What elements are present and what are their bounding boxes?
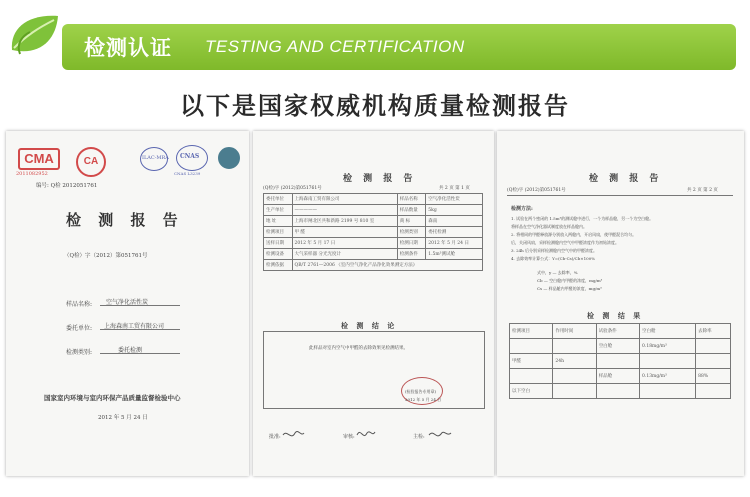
table-cell: 检测项目 xyxy=(264,227,293,238)
result-cell xyxy=(553,369,596,384)
page-headline: 以下是国家权威机构质量检测报告 xyxy=(180,92,570,120)
table-cell: 生产单位 xyxy=(264,205,293,216)
result-cell xyxy=(696,339,731,354)
result-cell xyxy=(640,384,696,399)
result-cell: 88% xyxy=(696,369,731,384)
info-table-row xyxy=(264,260,483,271)
cover-title: 检 测 报 告 xyxy=(66,211,184,229)
table-cell: 送样日期 xyxy=(264,238,293,249)
report-page2-image xyxy=(497,131,744,476)
result-cell: 0.18mg/m³ xyxy=(640,339,696,354)
formula-var-line: Cs — 样品舱内甲醛的浓度，mg/m³ xyxy=(537,286,602,291)
table-cell: 商 标 xyxy=(397,216,426,227)
table-cell: 5kg xyxy=(426,205,483,216)
table-cell: 检测类别 xyxy=(397,227,426,238)
client-label: 委托单位: xyxy=(66,325,93,332)
result-cell: 甲醛 xyxy=(510,354,553,369)
table-cell: 上海市闸北区共和新路 2199 号 810 室 xyxy=(292,216,397,227)
formula-var-line: Cb — 空白舱内甲醛的浓度，mg/m³ xyxy=(537,278,603,283)
conclusion-box xyxy=(263,331,485,409)
cnas-code: CNAS L3239 xyxy=(174,171,201,176)
table-cell: ————— xyxy=(292,205,397,216)
result-cell xyxy=(596,354,639,369)
p2-head-left: (Q检)字 (2012)第051761号 xyxy=(507,188,566,193)
sample-line xyxy=(100,305,180,306)
formula-vars xyxy=(537,269,602,293)
table-cell: 地 址 xyxy=(264,216,293,227)
banner-title-en: TESTING AND CERTIFICATION xyxy=(205,37,465,56)
client-value: 上海森南工贸有限公司 xyxy=(104,323,165,330)
result-cell xyxy=(553,339,596,354)
type-line xyxy=(100,353,180,354)
conclusion-title: 检 测 结 论 xyxy=(341,321,398,330)
table-cell: 检测依据 xyxy=(264,260,293,271)
table-cell: 样品数量 xyxy=(397,205,426,216)
table-cell: 委托检测 xyxy=(426,227,483,238)
table-cell: QB/T 2761—2006 《室内空气净化产品净化效果测定方法》 xyxy=(292,260,482,271)
info-table-row xyxy=(264,216,483,227)
stamp-text: (检验报告专用章) xyxy=(405,389,437,394)
method-line: 2. 将相同的甲醛释放源分别放入两舱内，开启风扇，使甲醛混合均匀。 xyxy=(511,232,637,237)
result-cell: 24h xyxy=(553,354,596,369)
result-table xyxy=(509,323,731,399)
type-value: 委托检测 xyxy=(118,347,143,354)
ilac-text: ILAC-MRA xyxy=(142,155,169,161)
type-label: 检测类别: xyxy=(66,349,93,356)
table-cell: 大气采样器 分光光度计 xyxy=(292,249,397,260)
table-cell: 委托单位 xyxy=(264,194,293,205)
sign-inspect: 主检: xyxy=(413,434,425,440)
method-line: 4. 去除效率计算公式：Y=(Cb-Cs)/Cb×100% xyxy=(511,256,596,261)
result-row xyxy=(510,384,731,399)
result-row xyxy=(510,369,731,384)
cma-code: 2011082952 xyxy=(16,171,48,177)
signature-graphics xyxy=(253,421,494,451)
leaf-icon xyxy=(6,10,64,62)
cover-subnumber: （Q检）字（2012）第051761号 xyxy=(64,253,148,259)
table-cell: 检测日期 xyxy=(397,238,426,249)
table-cell: 2012 年 5 月 17 日 xyxy=(292,238,397,249)
table-cell: 甲 醛 xyxy=(292,227,397,238)
p2-rule xyxy=(507,195,733,196)
result-cell xyxy=(640,354,696,369)
globe-logo xyxy=(218,147,240,169)
client-line xyxy=(100,329,180,330)
result-cell xyxy=(553,384,596,399)
table-cell: 2012 年 5 月 24 日 xyxy=(426,238,483,249)
result-row xyxy=(510,354,731,369)
sample-label: 样品名称: xyxy=(66,301,93,308)
sign-approve: 批准: xyxy=(269,434,281,440)
p1-head-left: (Q检)字 (2012)第051761号 xyxy=(263,186,322,191)
info-table-row xyxy=(264,249,483,260)
conclusion-text: 此样品对室内空气中甲醛的去除效果见检测结果。 xyxy=(309,346,408,351)
table-cell: 1.5m³测试舱 xyxy=(426,249,483,260)
method-line: 后，关闭风扇，采样检测舱内空气中甲醛浓度作为初始浓度。 xyxy=(511,240,619,245)
report-number: 编号: Q检 2012051761 xyxy=(36,183,98,189)
method-title: 检测方法: xyxy=(511,206,533,212)
result-cell xyxy=(596,384,639,399)
table-cell: 检测条件 xyxy=(397,249,426,260)
p2-title: 检 测 报 告 xyxy=(589,174,663,184)
stamp-date: 2012 年 5 月 24 日 xyxy=(405,397,442,402)
issuing-org: 国家室内环境与室内环保产品质量监督检验中心 xyxy=(44,394,181,402)
result-cell: 试验条件 xyxy=(596,324,639,339)
result-cell xyxy=(510,339,553,354)
result-cell xyxy=(696,384,731,399)
result-cell: 0.13mg/m³ xyxy=(640,369,696,384)
issue-date: 2012 年 5 月 24 日 xyxy=(98,415,148,421)
info-table-row xyxy=(264,238,483,249)
result-title: 检 测 结 果 xyxy=(587,311,644,320)
info-table-row xyxy=(264,205,483,216)
cma-logo: CMA xyxy=(18,148,60,170)
info-table-row xyxy=(264,227,483,238)
formula-var-line: 式中，y — 去除率，% xyxy=(537,270,578,275)
info-table xyxy=(263,193,483,271)
result-cell: 样品舱 xyxy=(596,369,639,384)
ca-logo: CA xyxy=(76,147,106,177)
method-line: 1. 试验在两个密闭的 1.5m³的测试舱中进行，一个为样品舱，另一个为空白舱。 xyxy=(511,216,654,221)
table-cell: 森南 xyxy=(426,216,483,227)
methods-list xyxy=(511,215,733,263)
p2-head-right: 共 2 页 第 2 页 xyxy=(687,188,718,193)
banner-title-cn: 检测认证 xyxy=(84,36,172,60)
table-cell: 空气净化活性炭 xyxy=(426,194,483,205)
result-cell: 去除率 xyxy=(696,324,731,339)
info-table-row xyxy=(264,194,483,205)
cnas-text: CNAS xyxy=(180,153,200,160)
sample-value: 空气净化活性炭 xyxy=(106,299,149,306)
result-cell: 空白舱 xyxy=(640,324,696,339)
result-cell: 作用时间 xyxy=(553,324,596,339)
result-cell xyxy=(510,369,553,384)
result-row xyxy=(510,324,731,339)
result-row xyxy=(510,339,731,354)
result-cell xyxy=(696,354,731,369)
result-cell: 检测项目 xyxy=(510,324,553,339)
result-cell: 空白舱 xyxy=(596,339,639,354)
table-cell: 检测设备 xyxy=(264,249,293,260)
p1-head-right: 共 2 页 第 1 页 xyxy=(439,186,470,191)
report-page1-image xyxy=(253,131,494,476)
table-cell: 上海森南工贸有限公司 xyxy=(292,194,397,205)
sign-review: 审核: xyxy=(343,434,355,440)
method-line: 3. 24h 后分别采样检测舱内空气中的甲醛浓度。 xyxy=(511,248,598,253)
p1-title: 检 测 报 告 xyxy=(343,174,417,184)
method-line: 将样品在空气净化器试制度放在样品舱内。 xyxy=(511,224,587,229)
report-cover-image xyxy=(6,131,249,476)
result-cell: 以下空白 xyxy=(510,384,553,399)
table-cell: 样品名称 xyxy=(397,194,426,205)
